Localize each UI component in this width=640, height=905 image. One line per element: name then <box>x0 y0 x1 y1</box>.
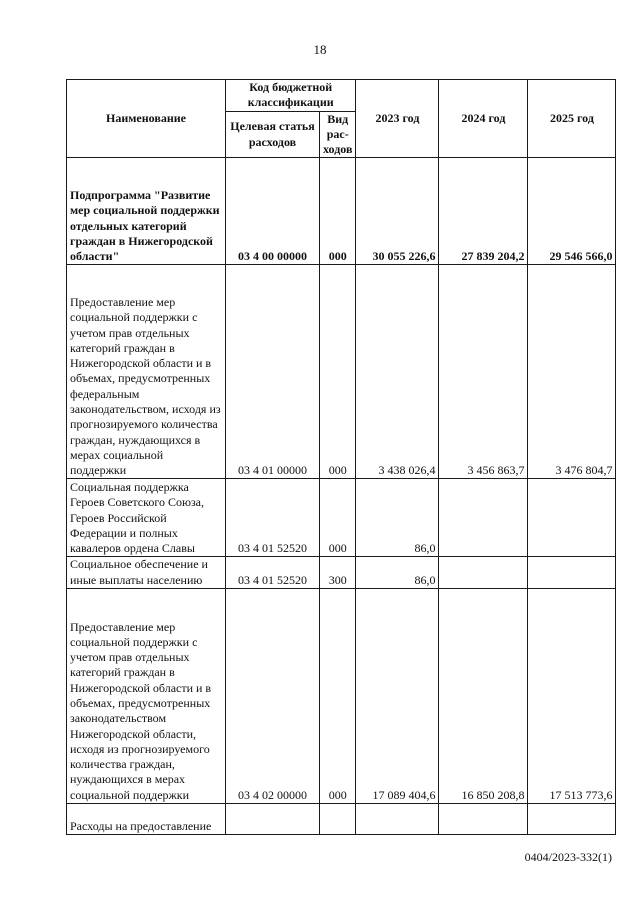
row-expense-type: 000 <box>320 158 356 265</box>
row-name: Подпрограмма "Развитие мер социальной поддержки отдельных категорий граждан в Нижегородской области" <box>67 158 226 265</box>
row-2024: 3 456 863,7 <box>439 265 528 479</box>
header-2023: 2023 год <box>356 80 439 158</box>
row-2024 <box>439 804 528 835</box>
row-2023: 30 055 226,6 <box>356 158 439 265</box>
row-2025: 3 476 804,7 <box>528 265 616 479</box>
header-expense-type: Вид рас-ходов <box>320 111 356 158</box>
table-row <box>67 479 616 557</box>
row-target-article: 03 4 02 00000 <box>226 589 320 804</box>
header-name: Наименование <box>67 80 226 158</box>
row-2025: 29 546 566,0 <box>528 158 616 265</box>
row-target-article: 03 4 01 00000 <box>226 265 320 479</box>
row-expense-type <box>320 804 356 835</box>
header-code-group: Код бюджетной классификации <box>226 80 356 112</box>
budget-table <box>66 79 616 835</box>
row-2023: 17 089 404,6 <box>356 589 439 804</box>
row-2023: 86,0 <box>356 557 439 589</box>
row-target-article: 03 4 01 52520 <box>226 557 320 589</box>
row-2023: 3 438 026,4 <box>356 265 439 479</box>
row-name: Социальное обеспечение и иные выплаты населению <box>67 557 226 589</box>
row-2025 <box>528 804 616 835</box>
table-row <box>67 158 616 265</box>
table-row <box>67 804 616 835</box>
row-2024: 16 850 208,8 <box>439 589 528 804</box>
row-2023: 86,0 <box>356 479 439 557</box>
row-expense-type: 000 <box>320 479 356 557</box>
header-2025: 2025 год <box>528 80 616 158</box>
row-target-article: 03 4 00 00000 <box>226 158 320 265</box>
row-target-article <box>226 804 320 835</box>
header-target-article: Целевая статья расходов <box>226 111 320 158</box>
row-2024 <box>439 557 528 589</box>
row-name: Предоставление мер социальной поддержки с учетом прав отдельных категорий граждан в Нижегородской области и в объемах, предусмотренных законодательством Нижегородской области, исходя из прогнозируемого количества граждан, нуждающихся в мерах социальной поддержки <box>67 589 226 804</box>
row-2023 <box>356 804 439 835</box>
row-expense-type: 000 <box>320 265 356 479</box>
row-name: Социальная поддержка Героев Советского Союза, Героев Российской Федерации и полных кавалеров ордена Славы <box>67 479 226 557</box>
row-name: Предоставление мер социальной поддержки с учетом прав отдельных категорий граждан в Нижегородской области и в объемах, предусмотренных федеральным законодательством, исходя из прогнозируемого количества граждан, нуждающихся в мерах социальной поддержки <box>67 265 226 479</box>
row-target-article: 03 4 01 52520 <box>226 479 320 557</box>
row-expense-type: 300 <box>320 557 356 589</box>
row-2024: 27 839 204,2 <box>439 158 528 265</box>
table-row <box>67 589 616 804</box>
row-2025: 17 513 773,6 <box>528 589 616 804</box>
row-2025 <box>528 557 616 589</box>
header-2024: 2024 год <box>439 80 528 158</box>
table-header-row-1 <box>67 80 616 112</box>
table-row <box>67 265 616 479</box>
page-number: 18 <box>313 42 327 57</box>
row-2024 <box>439 479 528 557</box>
row-expense-type: 000 <box>320 589 356 804</box>
row-name: Расходы на предоставление <box>67 804 226 835</box>
table-row <box>67 557 616 589</box>
row-2025 <box>528 479 616 557</box>
document-code: 0404/2023-332(1) <box>524 850 612 864</box>
